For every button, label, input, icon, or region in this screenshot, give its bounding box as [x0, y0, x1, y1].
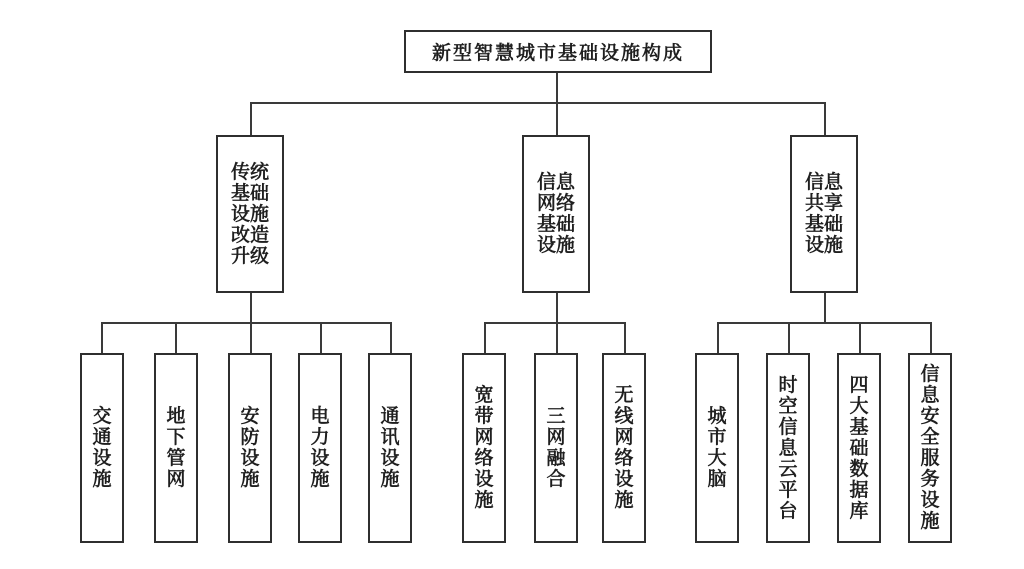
leaf-label: 无线网络设施: [614, 385, 634, 511]
branch-info-sharing-infrastructure: [790, 135, 858, 293]
leaf-transport-facilities: [80, 353, 124, 543]
connector-leaf-drop: [556, 322, 558, 353]
connector-group2-horizontal: [484, 322, 626, 324]
leaf-label: 城市大脑: [707, 406, 727, 490]
connector-branch2-stem: [556, 293, 558, 323]
connector-group1-horizontal: [101, 322, 392, 324]
connector-branch2-drop: [556, 102, 558, 135]
connector-leaf-drop: [484, 322, 486, 353]
branch-info-network-infrastructure: [522, 135, 590, 293]
connector-leaf-drop: [390, 322, 392, 353]
leaf-label: 三网融合: [546, 406, 566, 490]
leaf-label: 交通设施: [92, 406, 112, 490]
root-node-label: 新型智慧城市基础设施构成: [431, 43, 684, 64]
leaf-security-facilities: [228, 353, 272, 543]
leaf-four-basic-databases: [837, 353, 881, 543]
leaf-power-facilities: [298, 353, 342, 543]
connector-leaf-drop: [788, 322, 790, 353]
connector-leaf-drop: [250, 322, 252, 353]
root-node: [404, 30, 712, 73]
connector-branch3-stem: [824, 293, 826, 323]
leaf-underground-pipe-network: [154, 353, 198, 543]
connector-leaf-drop: [101, 322, 103, 353]
leaf-broadband-network-facilities: [462, 353, 506, 543]
leaf-spatiotemporal-info-cloud-platform: [766, 353, 810, 543]
connector-leaf-drop: [320, 322, 322, 353]
connector-leaf-drop: [175, 322, 177, 353]
leaf-label: 地下管网: [166, 406, 186, 490]
branch-label: 信息共享基础设施: [804, 172, 843, 256]
branch-traditional-infrastructure-upgrade: [216, 135, 284, 293]
connector-branch1-stem: [250, 293, 252, 323]
connector-leaf-drop: [859, 322, 861, 353]
leaf-city-brain: [695, 353, 739, 543]
leaf-communication-facilities: [368, 353, 412, 543]
branch-label: 传统基础设施改造升级: [230, 161, 269, 267]
leaf-label: 四大基础数据库: [849, 374, 869, 522]
connector-branch1-drop: [250, 102, 252, 135]
leaf-label: 安防设施: [240, 406, 260, 490]
leaf-wireless-network-facilities: [602, 353, 646, 543]
leaf-label: 宽带网络设施: [474, 385, 494, 511]
connector-leaf-drop: [624, 322, 626, 353]
branch-label: 信息网络基础设施: [536, 172, 575, 256]
leaf-label: 通讯设施: [380, 406, 400, 490]
connector-root-stem: [556, 73, 558, 103]
leaf-label: 信息安全服务设施: [920, 364, 940, 532]
connector-branch3-drop: [824, 102, 826, 135]
connector-group3-horizontal: [717, 322, 932, 324]
leaf-info-security-service-facilities: [908, 353, 952, 543]
leaf-triple-network-convergence: [534, 353, 578, 543]
connector-leaf-drop: [717, 322, 719, 353]
connector-leaf-drop: [930, 322, 932, 353]
leaf-label: 电力设施: [310, 406, 330, 490]
connector-main-horizontal: [250, 102, 826, 104]
leaf-label: 时空信息云平台: [778, 374, 798, 522]
